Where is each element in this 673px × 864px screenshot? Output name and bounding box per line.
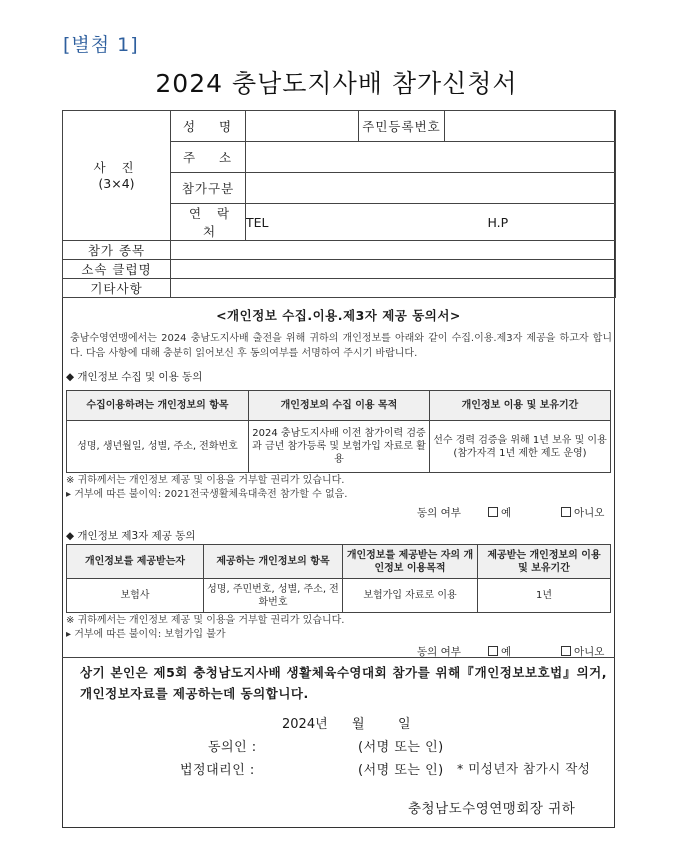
photo-cell[interactable] (63, 111, 171, 241)
third-party-header-items: 제공하는 개인정보의 항목 (204, 545, 343, 579)
name-field[interactable] (246, 111, 359, 142)
consent-intro: 충남수영연맹에서는 2024 충남도지사배 출전을 위해 귀하의 개인정보를 아래와 같이 수집.이용.제3자 제공을 하고자 합니다. 다음 사항에 대해 충분히 읽어보신 후 동의여부를 서명하여 주시기 바랍니다. (70, 333, 612, 359)
name-label: 성 명 (171, 111, 246, 142)
hp-label: H.P (487, 214, 509, 230)
third-party-header-recipient: 개인정보를 제공받는자 (67, 545, 204, 579)
section2-agree-label: 동의 여부 (417, 646, 461, 658)
addressee: 충청남도수영연맹회장 귀하 (408, 801, 576, 817)
contact-label: 연 락 처 (171, 204, 246, 241)
divider (62, 657, 615, 658)
yes-label: 예 (501, 646, 512, 658)
tel-label: TEL (246, 214, 269, 230)
category-label: 참가구분 (171, 173, 246, 204)
no-label: 아니오 (574, 646, 605, 658)
club-field[interactable] (171, 260, 616, 279)
collection-cell-items: 성명, 생년월일, 성별, 주소, 전화번호 (67, 421, 249, 473)
section1-no-checkbox[interactable] (561, 505, 604, 520)
other-field[interactable] (171, 279, 616, 298)
collection-cell-purpose: 2024 충남도지사배 이전 참가이력 검증과 금년 참가등록 및 보험가입 자료로 활용 (249, 421, 430, 473)
collection-cell-period: 선수 경력 검증을 위해 1년 보유 및 이용 (참가자격 1년 제한 제도 운영) (430, 421, 611, 473)
collection-table (66, 390, 611, 473)
section1-heading: ◆ 개인정보 수집 및 이용 동의 (66, 371, 203, 383)
date-day: 일 (398, 717, 411, 732)
yes-label: 예 (501, 507, 512, 519)
section1-note-penalty: ▸ 거부에 따른 불이익: 2021전국생활체육대축전 참가할 수 없음. (66, 489, 348, 500)
section1-note-right: ※ 귀하께서는 개인정보 제공 및 이용을 거부할 권리가 있습니다. (66, 475, 345, 486)
section1-agree-label: 동의 여부 (417, 507, 461, 519)
guardian-label: 법정대리인 : (180, 763, 255, 778)
section2-note-right: ※ 귀하께서는 개인정보 제공 및 이용을 거부할 권리가 있습니다. (66, 615, 345, 626)
contact-field[interactable] (246, 204, 616, 241)
photo-size: (3×4) (98, 175, 135, 191)
section2-heading: ◆ 개인정보 제3자 제공 동의 (66, 530, 196, 542)
third-party-header-period: 제공받는 개인정보의 이용 및 보유기간 (478, 545, 611, 579)
minor-note: * 미성년자 참가시 작성 (457, 761, 591, 776)
address-field[interactable] (246, 142, 616, 173)
third-party-table (66, 544, 611, 613)
collection-header-period: 개인정보 이용 및 보유기간 (430, 391, 611, 421)
document-title: 2024 충남도지사배 참가신청서 (155, 69, 518, 98)
third-party-cell-period: 1년 (478, 579, 611, 613)
club-label: 소속 클럽명 (63, 260, 171, 279)
no-label: 아니오 (574, 507, 605, 519)
address-label: 주 소 (171, 142, 246, 173)
third-party-cell-purpose: 보험가입 자료로 이용 (343, 579, 478, 613)
other-label: 기타사항 (63, 279, 171, 298)
id-number-label: 주민등록번호 (359, 111, 445, 142)
section1-yes-checkbox[interactable] (488, 505, 511, 520)
third-party-cell-items: 성명, 주민번호, 성별, 주소, 전화번호 (204, 579, 343, 613)
third-party-cell-recipient: 보험사 (67, 579, 204, 613)
id-number-field[interactable] (445, 111, 616, 142)
consent-statement: 상기 본인은 제5회 충청남도지사배 생활체육수영대회 참가를 위해『개인정보보호법』의거, 개인정보자료를 제공하는데 동의합니다. (80, 665, 607, 701)
attachment-label: [별첨 1] (63, 34, 139, 56)
event-label: 참가 종목 (63, 241, 171, 260)
category-field[interactable] (246, 173, 616, 204)
checkbox-icon (488, 507, 498, 517)
consenter-label: 동의인 : (208, 740, 257, 755)
consenter-signature[interactable]: (서명 또는 인) (358, 740, 444, 755)
collection-header-purpose: 개인정보의 수집 이용 목적 (249, 391, 430, 421)
checkbox-icon (488, 646, 498, 656)
checkbox-icon (561, 507, 571, 517)
event-field[interactable] (171, 241, 616, 260)
section2-note-penalty: ▸ 거부에 따른 불이익: 보험가입 불가 (66, 629, 226, 640)
collection-header-items: 수집이용하려는 개인정보의 항목 (67, 391, 249, 421)
date-year: 2024년 (282, 717, 328, 732)
consent-title: <개인정보 수집.이용.제3자 제공 동의서> (216, 308, 461, 323)
checkbox-icon (561, 646, 571, 656)
date-month: 월 (352, 717, 365, 732)
guardian-signature[interactable]: (서명 또는 인) (358, 763, 444, 778)
applicant-table (62, 110, 616, 298)
third-party-header-purpose: 개인정보를 제공받는 자의 개인정보 이용목적 (343, 545, 478, 579)
photo-label: 사 진 (93, 159, 140, 175)
